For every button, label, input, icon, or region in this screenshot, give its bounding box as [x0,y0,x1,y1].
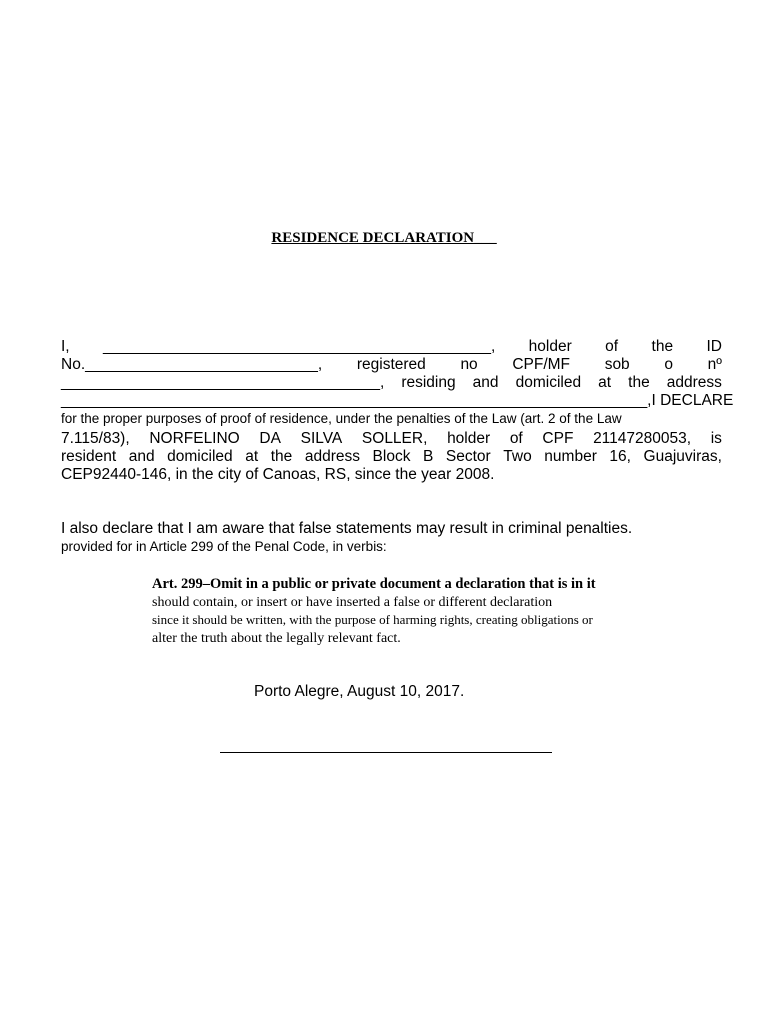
declaration-line-6: 7.115/83), NORFELINO DA SILVA SOLLER, holder of CPF 21147280053, is [61,430,722,447]
awareness-line-2: provided for in Article 299 of the Penal Code, in verbis: [61,539,387,554]
article-line-2: should contain, or insert or have inserted a false or different declaration [152,595,553,610]
declaration-line-2: No.___________________________, registered no CPF/MF sob o nº [61,356,722,373]
signature-line [220,752,552,753]
document-title: RESIDENCE DECLARATION___ [271,230,497,246]
declaration-line-5: for the proper purposes of proof of residence, under the penalties of the Law (art. 2 of the Law [61,411,622,426]
article-line-3: since it should be written, with the purpose of harming rights, creating obligations or [152,612,593,627]
article-line-4: alter the truth about the legally relevant fact. [152,631,401,646]
declaration-line-1: I, _____________________________________________, holder of the ID [61,338,722,355]
awareness-line-1: I also declare that I am aware that false statements may result in criminal penalties. [61,520,633,537]
declaration-line-8: CEP92440-146, in the city of Canoas, RS, since the year 2008. [61,466,495,483]
article-line-1: Art. 299–Omit in a public or private document a declaration that is in it [152,576,596,592]
declaration-line-7: resident and domiciled at the address Block B Sector Two number 16, Guajuviras, [61,448,722,465]
place-date: Porto Alegre, August 10, 2017. [254,683,465,700]
declaration-line-4: ____________________________________________________________________, I DECLARE [61,392,734,409]
declaration-line-3: _____________________________________, residing and domiciled at the address [61,374,722,391]
